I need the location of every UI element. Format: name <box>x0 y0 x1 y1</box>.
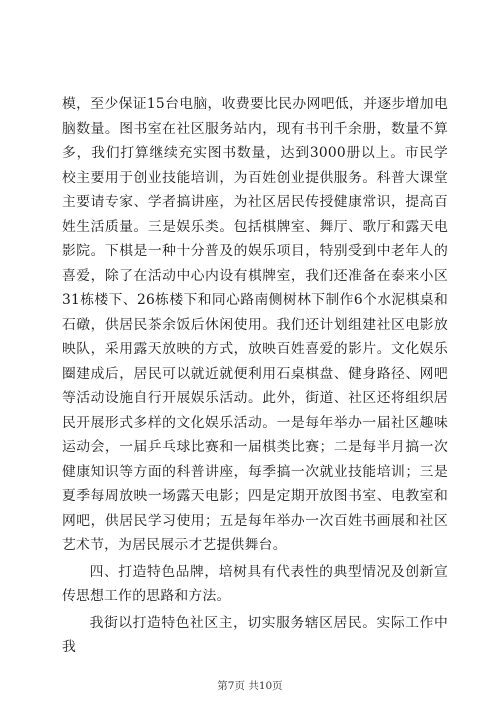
page-footer: 第7页 共10页 <box>217 680 283 692</box>
body-paragraph-continuation: 模，至少保证15台电脑，收费要比民办网吧低，并逐步增加电脑数量。图书室在社区服务站内，现有书刊千余册，数量不算多，我们打算继续充实图书数量，达到3000册以上。市民学校主要用于创业技能培训，为百姓创业提供服务。科普大课堂主要请专家、学者搞讲座，为社区居民传授健康常识，提高百姓生活质量。三是娱乐类。包括棋牌室、舞厅、歌厅和露天电影院。下棋是一种十分普及的娱乐项目，特别受到中老年人的喜爱，除了在活动中心内设有棋牌室，我们还准备在泰来小区31栋楼下、26栋楼下和同心路南侧树林下制作6个水泥棋桌和石礅，供居民茶余饭后休闲使用。我们还计划组建社区电影放映队，采用露天放映的方式，放映百姓喜爱的影片。文化娱乐圈建成后，居民可以就近就便利用石桌棋盘、健身路径、网吧等活动设施自行开展娱乐活动。此外，街道、社区还将组织居民开展形式多样的文化娱乐活动。一是每年举办一届社区趣味运动会，一届乒乓球比赛和一届棋类比赛；二是每半月搞一次健康知识等方面的科普讲座，每季搞一次就业技能培训；三是夏季每周放映一场露天电影；四是定期开放图书室、电教室和网吧，供居民学习使用；五是每年举办一次百姓书画展和社区艺术节，为居民展示才艺提供舞台。 <box>62 96 448 553</box>
body-paragraph: 我街以打造特色社区主，切实服务辖区居民。实际工作中我 <box>62 614 448 655</box>
document-body <box>62 92 448 660</box>
section-heading-four: 四、打造特色品牌，培树具有代表性的典型情况及创新宣传思想工作的思路和方法。 <box>62 563 448 604</box>
